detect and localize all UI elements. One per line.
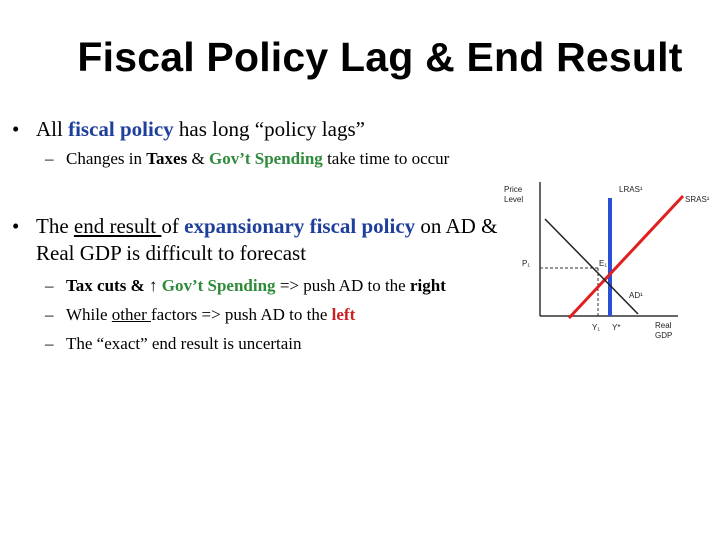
subbullet-text: The “exact” end result is uncertain	[66, 334, 302, 353]
sras-label: SRAS¹	[685, 195, 710, 204]
subbullet-text: Changes in Taxes & Gov’t Spending take time to occur	[66, 149, 450, 168]
dash-marker: –	[45, 276, 54, 295]
dash-marker: –	[45, 334, 54, 353]
y-axis-label-line1: Price	[504, 185, 523, 194]
y1-label: Y₁	[592, 323, 601, 332]
ystar-label: Y*	[612, 323, 621, 332]
bullet-dot: •	[12, 117, 20, 141]
bullet-text: All fiscal policy has long “policy lags”	[36, 117, 365, 141]
ad-label: AD¹	[629, 291, 643, 300]
dash-marker: –	[45, 149, 54, 168]
dash-marker: –	[45, 305, 54, 324]
x-axis-label-line2: GDP	[655, 331, 673, 340]
slide-title: Fiscal Policy Lag & End Result	[77, 34, 683, 80]
ad-curve	[545, 219, 638, 314]
y-axis-label-line2: Level	[504, 195, 524, 204]
bullet-text: The end result of expansionary fiscal policy on AD & Real GDP is difficult to forecast	[36, 214, 498, 265]
lras-label: LRAS¹	[619, 185, 643, 194]
bullet-dot: •	[12, 214, 20, 238]
subbullet-text: While other factors => push AD to the left	[66, 305, 356, 324]
x-axis-label-line1: Real	[655, 321, 672, 330]
p1-label: P₁	[522, 259, 531, 268]
subbullet-text: Tax cuts & ↑ Gov’t Spending => push AD to the right	[66, 276, 446, 295]
sras-curve	[569, 196, 683, 318]
e1-label: E₁	[599, 259, 608, 268]
